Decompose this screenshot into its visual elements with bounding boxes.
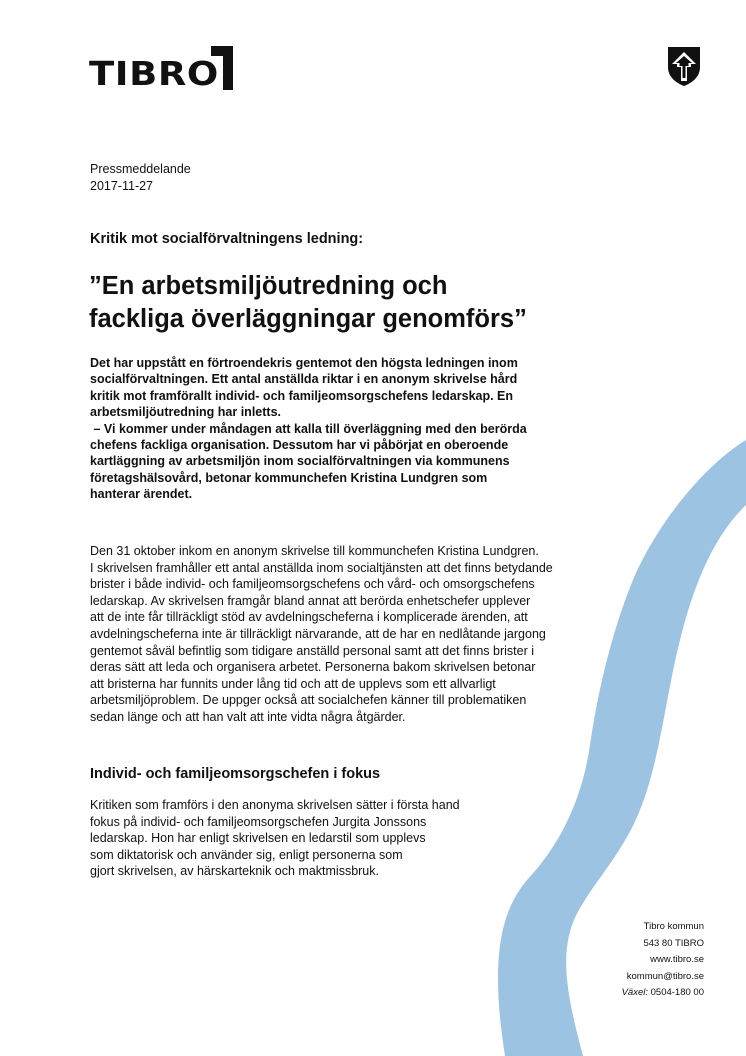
lead-paragraph <box>90 355 630 503</box>
phone-label: Växel: <box>621 987 648 998</box>
kicker-heading: Kritik mot socialförvaltningens ledning: <box>90 231 364 247</box>
tibro-logo <box>89 46 219 93</box>
contact-org: Tibro kommun <box>643 921 704 932</box>
body-line: ledarskap. Av skrivelsen framgår bland annat att berörda enhetschefer upplever <box>90 593 531 608</box>
body-line: att bristerna har funnits under lång tid och att de upplevs som ett allvarligt <box>90 676 496 691</box>
headline-line: fackliga överläggningar genomförs” <box>89 305 527 333</box>
contact-block <box>622 919 704 1002</box>
body-line: avdelningscheferna inte är tillräckligt närvarande, att de har en nedlåtande jargong <box>90 626 546 641</box>
lead-line: företagshälsovård, betonar kommunchefen Kristina Lundgren som <box>90 470 488 485</box>
lead-line: socialförvaltningen. Ett antal anställda riktar i en anonym skrivelse hård <box>90 372 518 387</box>
press-meta <box>90 161 191 195</box>
body-line: Den 31 oktober inkom en anonym skrivelse till kommunchefen Kristina Lundgren. <box>90 544 539 558</box>
section-line: fokus på individ- och familjeomsorgschefen Jurgita Jonssons <box>90 814 427 829</box>
headline <box>89 270 527 336</box>
publish-date: 2017-11-27 <box>90 179 154 193</box>
section-line: som diktatorisk och använder sig, enligt personerna som <box>90 847 403 862</box>
municipal-arms-icon <box>666 45 702 87</box>
lead-line: Det har uppstått en förtroendekris gentemot den högsta ledningen inom <box>90 356 518 370</box>
body-line: att de inte får tillräckligt stöd av avdelningscheferna i komplicerade ärenden, att <box>90 610 528 625</box>
lead-line: chefens fackliga organisation. Dessutom har vi påbörjat en oberoende <box>90 438 509 453</box>
section-heading: Individ- och familjeomsorgschefen i fokus <box>90 766 381 782</box>
body-line: sedan länge och att han valt att inte vidta några åtgärder. <box>90 709 406 724</box>
section-line: Kritiken som framförs i den anonyma skrivelsen sätter i första hand <box>90 798 460 812</box>
lead-line: – Vi kommer under måndagen att kalla till överläggning med den berörda <box>90 421 527 436</box>
section-paragraph <box>90 797 490 880</box>
contact-postal: 543 80 TIBRO <box>643 937 704 949</box>
body-paragraph <box>90 543 630 726</box>
lead-line: arbetsmiljöutredning har inletts. <box>90 405 281 420</box>
lead-line: hanterar ärendet. <box>90 487 193 502</box>
section-line: gjort skrivelsen, av härskarteknik och maktmissbruk. <box>90 864 379 879</box>
body-line: gentemot såväl befintlig som tidigare anställd personal samt att det finns brister i <box>90 643 534 658</box>
phone-number: 0504-180 00 <box>648 987 704 998</box>
body-line: I skrivelsen framhåller ett antal anställda inom socialtjänsten att det finns betydande <box>90 560 553 575</box>
section-line: ledarskap. Hon har enligt skrivelsen en ledarstil som upplevs <box>90 831 426 846</box>
body-line: brister i både individ- och familjeomsorgschefens och vård- och omsorgschefens <box>90 577 535 592</box>
contact-email-link[interactable]: kommun@tibro.se <box>626 970 704 982</box>
logo-text: TIBRO <box>89 54 219 93</box>
document-type: Pressmeddelande <box>90 162 191 176</box>
body-line: arbetsmiljöproblem. De uppger också att socialchefen känner till problematiken <box>90 693 527 708</box>
body-line: deras sätt att leda och organisera arbetet. Personerna bakom skrivelsen betonar <box>90 660 536 675</box>
logo-mark-icon <box>211 46 233 90</box>
lead-line: kartläggning av arbetsmiljön inom socialförvaltningen via kommunens <box>90 454 510 469</box>
lead-line: kritik mot framförallt individ- och familjeomsorgschefens ledarskap. En <box>90 388 514 403</box>
contact-phone <box>622 985 704 1002</box>
contact-web-link[interactable]: www.tibro.se <box>650 954 704 965</box>
headline-line: ”En arbetsmiljöutredning och <box>89 272 448 300</box>
